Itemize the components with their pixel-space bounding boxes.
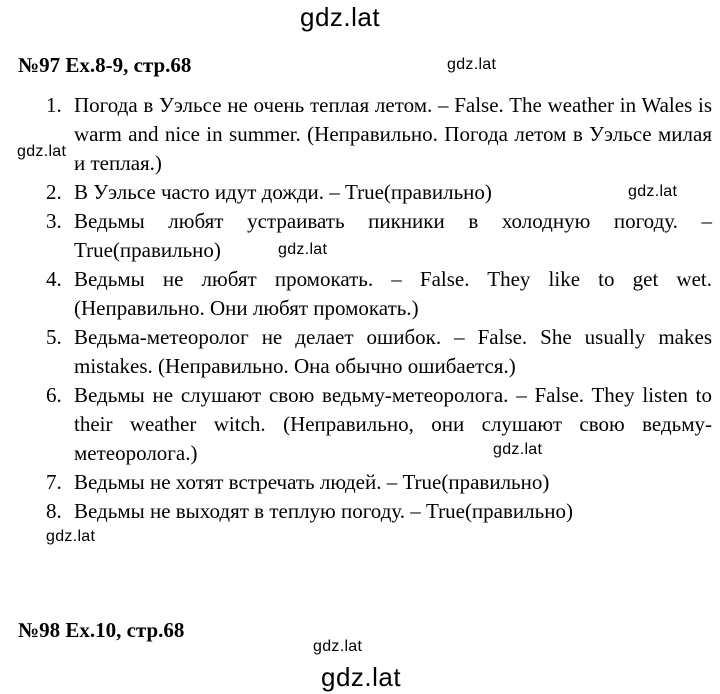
watermark-below-list: gdz.lat — [46, 528, 96, 545]
item-text: Ведьмы любят устраивать пикники в холодную погоду. – True(правильно) — [74, 209, 712, 262]
item-text: Ведьмы не выходят в теплую погоду. – True(правильно) — [74, 499, 573, 523]
item-text: Ведьма-метеоролог не делает ошибок. – False. She usually makes mistakes. (Неправильно. Она обычно ошибается.) — [74, 325, 712, 378]
item-number: 1. — [46, 93, 62, 117]
section-98-heading: №98 Ex.10, стр.68 — [18, 618, 185, 642]
item-number: 2. — [46, 180, 62, 204]
item-text: Ведьмы не слушают свою ведьму-метеоролога. – False. They listen to their weather witch. (Неправильно, они слушают свою ведьму-метеоролога.) — [74, 383, 712, 465]
watermark-left-item1: gdz.lat — [17, 143, 67, 160]
list-item — [0, 497, 712, 526]
watermark-bottom-small: gdz.lat — [313, 638, 363, 655]
list-item — [0, 265, 712, 323]
watermark-heading-right: gdz.lat — [447, 56, 497, 73]
list-item — [0, 178, 712, 207]
item-text: Ведьмы не хотят встречать людей. – True(правильно) — [74, 470, 550, 494]
item-text: Погода в Уэльсе не очень теплая летом. – False. The weather in Wales is warm and nice in summer. (Неправильно. Погода летом в Уэльсе милая и теплая.) — [74, 93, 712, 175]
watermark-bottom: gdz.lat — [321, 662, 402, 692]
item-number: 3. — [46, 209, 62, 233]
list-item — [0, 323, 712, 381]
item-number: 6. — [46, 383, 62, 407]
list-item — [0, 381, 712, 468]
item-number: 4. — [46, 267, 62, 291]
list-item — [0, 91, 712, 178]
list-item — [0, 207, 712, 265]
item-text: Ведьмы не любят промокать. – False. They like to get wet. (Неправильно. Они любят промокать.) — [74, 267, 712, 320]
item-number: 8. — [46, 499, 62, 523]
item-text: В Уэльсе часто идут дожди. – True(правильно) — [74, 180, 492, 204]
answer-list-97 — [0, 91, 712, 526]
list-item — [0, 468, 712, 497]
watermark-right-item2: gdz.lat — [628, 183, 678, 200]
item-number: 7. — [46, 470, 62, 494]
watermark-top: gdz.lat — [300, 2, 381, 32]
section-97-heading: №97 Ex.8-9, стр.68 — [18, 53, 192, 77]
watermark-inline-item3: gdz.lat — [278, 241, 328, 258]
watermark-right-item6: gdz.lat — [493, 441, 543, 458]
item-number: 5. — [46, 325, 62, 349]
